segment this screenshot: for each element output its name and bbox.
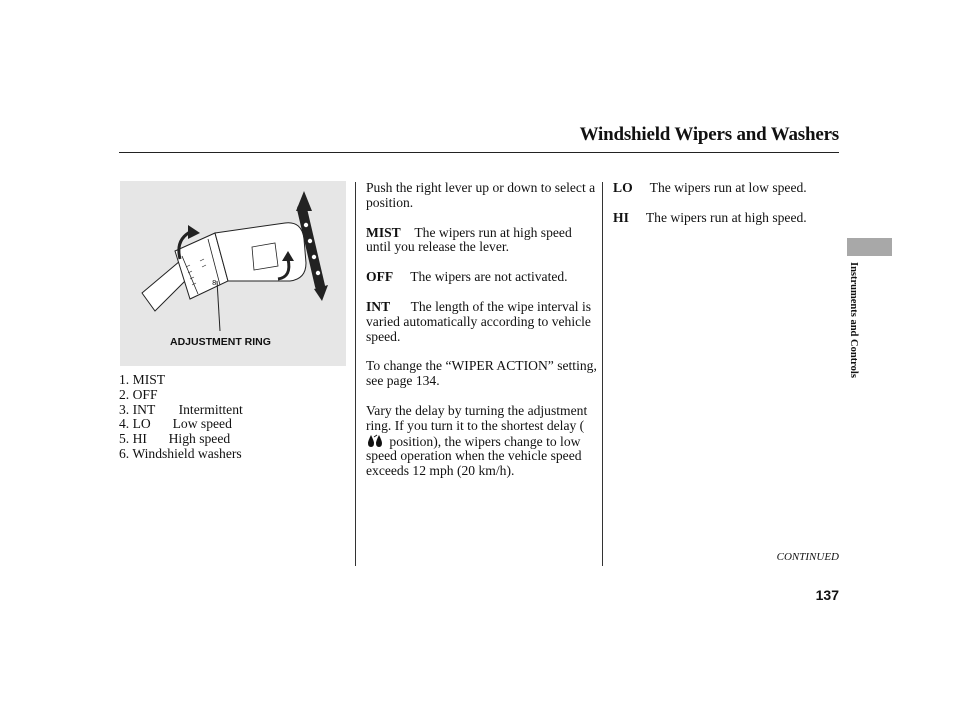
page-number: 137 — [815, 587, 839, 603]
list-item: 3. INT Intermittent — [119, 401, 243, 417]
mist-entry: MIST The wipers run at high speed until you release the lever. — [366, 224, 572, 255]
vary-delay-text: Vary the delay by turning the adjustment ring. If you turn it to the shortest delay ( position), the wipers change to low speed operation when the vehicle speed exceeds 12 mph (20 km/h). — [366, 402, 588, 479]
change-setting-text: To change the “WIPER ACTION” setting, see page 134. — [366, 358, 597, 389]
positions-list — [119, 373, 243, 462]
page-reference: 134 — [415, 373, 437, 389]
shortest-delay-icon — [366, 434, 386, 448]
column-divider — [355, 182, 356, 566]
hi-entry: HI The wipers run at high speed. — [613, 209, 807, 225]
list-item: 4. LO Low speed — [119, 416, 232, 432]
title-rule — [119, 152, 839, 153]
intro-text: Push the right lever up or down to select a position. — [366, 180, 596, 210]
section-side-label: Instruments and Controls — [848, 262, 859, 378]
list-item: 1. MIST — [119, 372, 166, 387]
svg-text:8: 8 — [212, 279, 217, 287]
middle-column — [366, 181, 598, 479]
list-item: 6. Windshield washers — [119, 445, 242, 461]
page-title: Windshield Wipers and Washers — [579, 124, 839, 145]
adjustment-ring-caption: ADJUSTMENT RING — [170, 336, 271, 348]
wiper-lever-illustration — [120, 181, 346, 366]
int-entry: INT The length of the wipe interval is varied automatically according to vehicle speed. — [366, 298, 592, 344]
right-column — [613, 181, 838, 226]
section-tab — [847, 238, 892, 256]
column-divider — [602, 182, 603, 566]
list-item: 2. OFF — [119, 386, 158, 402]
continued-label: CONTINUED — [776, 551, 839, 563]
off-entry: OFF The wipers are not activated. — [366, 269, 568, 285]
lo-entry: LO The wipers run at low speed. — [613, 180, 807, 195]
list-item: 5. HI High speed — [119, 431, 231, 447]
